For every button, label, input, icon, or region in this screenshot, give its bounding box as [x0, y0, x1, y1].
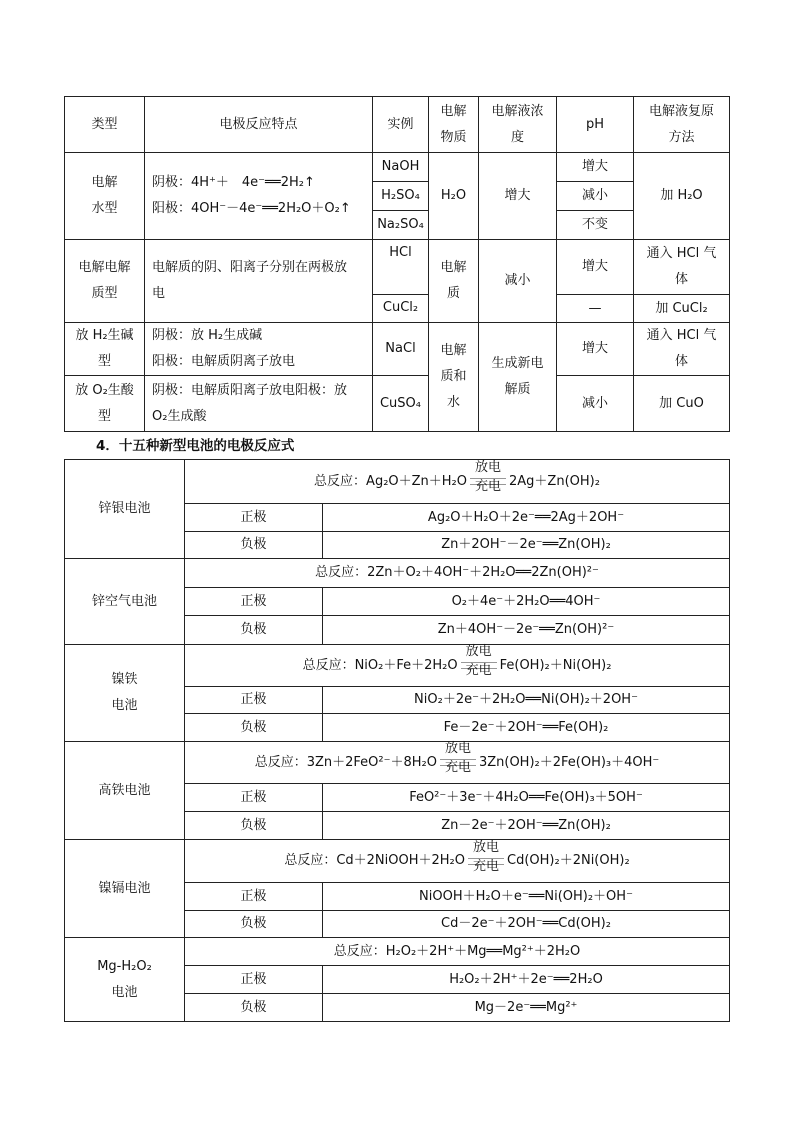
electrode-label: 正极	[185, 883, 323, 911]
example-cell: H₂SO₄	[373, 182, 429, 211]
total-reaction: 总反应：2Zn＋O₂＋4OH⁻＋2H₂O══2Zn(OH)²⁻	[185, 559, 730, 588]
table-row	[65, 559, 730, 588]
table-row	[65, 153, 730, 182]
ph-cell: 增大	[557, 323, 634, 376]
reversible-arrow-icon: 放电 充电	[458, 658, 500, 672]
electrode-label: 负极	[185, 994, 323, 1022]
electrode-label: 正极	[185, 504, 323, 532]
table-row	[65, 323, 730, 376]
negative-reaction: Fe－2e⁻＋2OH⁻══Fe(OH)₂	[323, 714, 730, 742]
type-cell: 放 H₂生碱 型	[65, 323, 145, 376]
negative-reaction: Mg－2e⁻══Mg²⁺	[323, 994, 730, 1022]
negative-reaction: Zn＋4OH⁻－2e⁻══Zn(OH)²⁻	[323, 616, 730, 645]
section-title: 4．十五种新型电池的电极反应式	[96, 438, 295, 454]
header-feature: 电极反应特点	[145, 97, 373, 153]
battery-name: 锌空气电池	[65, 559, 185, 645]
header-type: 类型	[65, 97, 145, 153]
feature-cell: 阴极：电解质阳离子放电阳极：放 O₂生成酸	[145, 376, 373, 432]
example-cell: CuCl₂	[373, 295, 429, 323]
type-cell: 电解电解 质型	[65, 240, 145, 323]
ph-cell: 不变	[557, 211, 634, 240]
battery-name: 锌银电池	[65, 460, 185, 559]
header-concentration: 电解液浓 度	[479, 97, 557, 153]
negative-reaction: Zn＋2OH⁻－2e⁻══Zn(OH)₂	[323, 532, 730, 559]
total-reaction: 总反应：Ag₂O＋Zn＋H₂O 放电 充电 2Ag＋Zn(OH)₂	[185, 460, 730, 504]
substance-cell: 电解 质和 水	[429, 323, 479, 432]
positive-reaction: H₂O₂＋2H⁺＋2e⁻══2H₂O	[323, 966, 730, 994]
positive-reaction: NiO₂＋2e⁻＋2H₂O══Ni(OH)₂＋2OH⁻	[323, 687, 730, 714]
positive-reaction: NiOOH＋H₂O＋e⁻══Ni(OH)₂＋OH⁻	[323, 883, 730, 911]
battery-name: Mg-H₂O₂ 电池	[65, 938, 185, 1022]
restore-cell: 加 CuO	[634, 376, 730, 432]
electrode-label: 负极	[185, 532, 323, 559]
concentration-cell: 减小	[479, 240, 557, 323]
ph-cell: 增大	[557, 153, 634, 182]
table-row	[65, 840, 730, 883]
table-row	[65, 645, 730, 687]
example-cell: NaOH	[373, 153, 429, 182]
reversible-arrow-icon: 放电 充电	[467, 474, 509, 488]
restore-cell: 加 H₂O	[634, 153, 730, 240]
substance-cell: 电解 质	[429, 240, 479, 323]
electrode-label: 负极	[185, 911, 323, 938]
electrode-label: 负极	[185, 616, 323, 645]
header-example: 实例	[373, 97, 429, 153]
electrode-label: 正极	[185, 588, 323, 616]
table-row	[65, 742, 730, 784]
type-cell: 电解 水型	[65, 153, 145, 240]
example-cell: HCl	[373, 240, 429, 295]
electrode-label: 正极	[185, 687, 323, 714]
battery-name: 镍铁 电池	[65, 645, 185, 742]
example-cell: CuSO₄	[373, 376, 429, 432]
concentration-cell: 增大	[479, 153, 557, 240]
electrolysis-types-table	[64, 96, 730, 432]
feature-cell: 阴极：4H⁺＋ 4e⁻══2H₂↑ 阳极：4OH⁻－4e⁻══2H₂O＋O₂↑	[145, 153, 373, 240]
table-row	[65, 240, 730, 295]
header-restore: 电解液复原 方法	[634, 97, 730, 153]
header-substance: 电解 物质	[429, 97, 479, 153]
battery-name: 镍镉电池	[65, 840, 185, 938]
reversible-arrow-icon: 放电 充电	[465, 854, 507, 868]
restore-cell: 加 CuCl₂	[634, 295, 730, 323]
feature-cell: 阴极：放 H₂生成碱 阳极：电解质阴离子放电	[145, 323, 373, 376]
restore-cell: 通入 HCl 气 体	[634, 240, 730, 295]
table-header-row	[65, 97, 730, 153]
example-cell: NaCl	[373, 323, 429, 376]
negative-reaction: Zn－2e⁻＋2OH⁻══Zn(OH)₂	[323, 812, 730, 840]
electrode-label: 正极	[185, 784, 323, 812]
positive-reaction: O₂＋4e⁻＋2H₂O══4OH⁻	[323, 588, 730, 616]
positive-reaction: FeO²⁻＋3e⁻＋4H₂O══Fe(OH)₃＋5OH⁻	[323, 784, 730, 812]
concentration-cell: 生成新电 解质	[479, 323, 557, 432]
example-cell: Na₂SO₄	[373, 211, 429, 240]
reversible-arrow-icon: 放电 充电	[437, 755, 479, 769]
battery-name: 高铁电池	[65, 742, 185, 840]
electrode-label: 负极	[185, 812, 323, 840]
header-ph: pH	[557, 97, 634, 153]
table-row	[65, 938, 730, 966]
total-reaction: 总反应：Cd＋2NiOOH＋2H₂O 放电 充电 Cd(OH)₂＋2Ni(OH)₂	[185, 840, 730, 883]
positive-reaction: Ag₂O＋H₂O＋2e⁻══2Ag＋2OH⁻	[323, 504, 730, 532]
ph-cell: —	[557, 295, 634, 323]
feature-cell: 电解质的阴、阳离子分别在两极放 电	[145, 240, 373, 323]
restore-cell: 通入 HCl 气 体	[634, 323, 730, 376]
electrode-label: 正极	[185, 966, 323, 994]
total-reaction: 总反应：NiO₂＋Fe＋2H₂O 放电 充电 Fe(OH)₂＋Ni(OH)₂	[185, 645, 730, 687]
substance-cell: H₂O	[429, 153, 479, 240]
negative-reaction: Cd－2e⁻＋2OH⁻══Cd(OH)₂	[323, 911, 730, 938]
ph-cell: 减小	[557, 376, 634, 432]
total-reaction: 总反应：3Zn＋2FeO²⁻＋8H₂O 放电 充电 3Zn(OH)₂＋2Fe(OH)₃＋4OH⁻	[185, 742, 730, 784]
electrode-label: 负极	[185, 714, 323, 742]
battery-reactions-table	[64, 459, 730, 1022]
total-reaction: 总反应：H₂O₂＋2H⁺＋Mg══Mg²⁺＋2H₂O	[185, 938, 730, 966]
ph-cell: 减小	[557, 182, 634, 211]
ph-cell: 增大	[557, 240, 634, 295]
type-cell: 放 O₂生酸 型	[65, 376, 145, 432]
table-row	[65, 376, 730, 432]
table-row	[65, 460, 730, 504]
